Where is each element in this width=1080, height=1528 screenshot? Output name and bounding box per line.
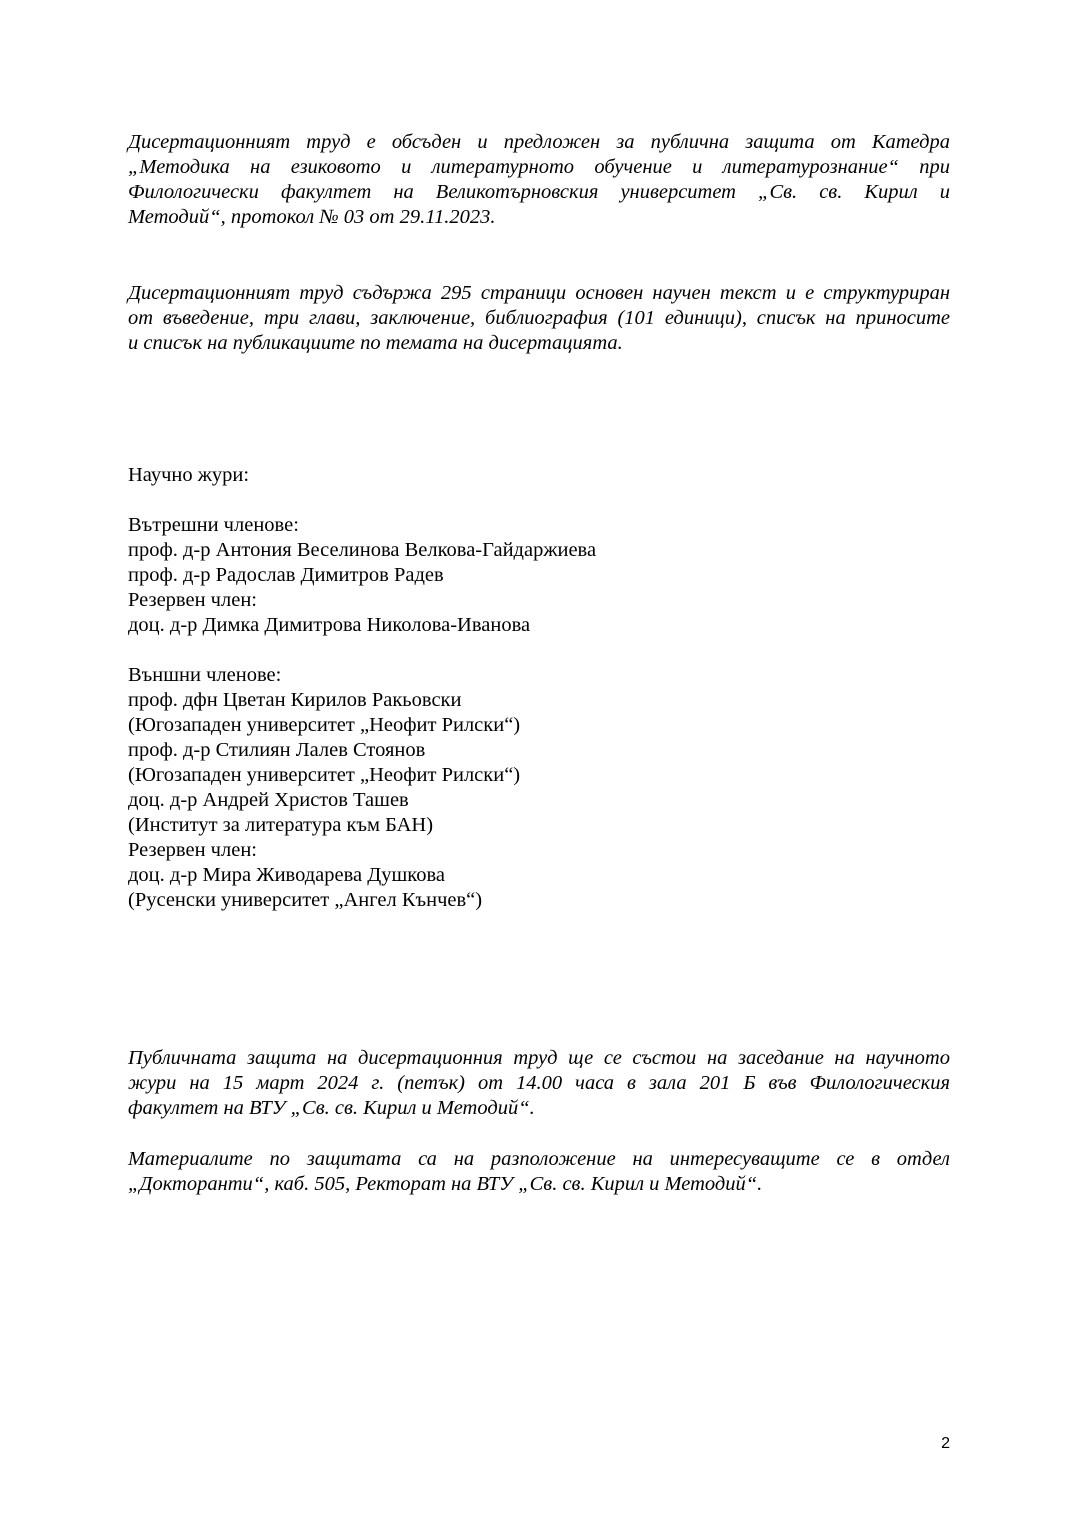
jury-affiliation: (Русенски университет „Ангел Кънчев“): [128, 889, 483, 911]
paragraph-line: „Докторанти“, каб. 505, Ректорат на ВТУ „Св. св. Кирил и Методий“.: [128, 1173, 763, 1195]
paragraph-materials: [128, 1147, 950, 1197]
paragraph-line: факултет на ВТУ „Св. св. Кирил и Методий“.: [128, 1097, 535, 1119]
internal-members-heading: Вътрешни членове:: [128, 514, 299, 536]
jury-affiliation: (Югозападен университет „Неофит Рилски“): [128, 764, 521, 786]
jury-member: проф. д-р Стилиян Лалев Стоянов: [128, 739, 426, 761]
paragraph-line: Методий“, протокол № 03 от 29.11.2023.: [128, 206, 496, 228]
paragraph-line: Филологически факултет на Великотърновския университет „Св. св. Кирил и: [128, 181, 950, 203]
paragraph-line: жури на 15 март 2024 г. (петък) от 14.00 часа в зала 201 Б във Филологическия: [128, 1072, 950, 1094]
jury-member: доц. д-р Мира Живодарева Душкова: [128, 864, 445, 886]
external-reserve-heading: Резервен член:: [128, 839, 257, 861]
paragraph-committee: [128, 130, 950, 230]
paragraph-line: и списък на публикациите по темата на дисертацията.: [128, 332, 623, 354]
paragraph-defense: [128, 1046, 950, 1121]
jury-member: доц. д-р Димка Димитрова Николова-Иванова: [128, 614, 531, 636]
jury-member: проф. д-р Радослав Димитров Радев: [128, 564, 444, 586]
paragraph-line: Материалите по защитата са на разположение на интересуващите се в отдел: [128, 1148, 950, 1170]
paragraph-line: Публичната защита на дисертационния труд ще се състои на заседание на научното: [128, 1047, 950, 1069]
jury-affiliation: (Институт за литература към БАН): [128, 814, 434, 836]
jury-affiliation: (Югозападен университет „Неофит Рилски“): [128, 714, 521, 736]
paragraph-line: Дисертационният труд съдържа 295 страници основен научен текст и е структуриран: [128, 282, 950, 304]
jury-member: проф. дфн Цветан Кирилов Ракьовски: [128, 689, 462, 711]
jury-member: проф. д-р Антония Веселинова Велкова-Гайдаржиева: [128, 539, 597, 561]
internal-reserve-heading: Резервен член:: [128, 589, 257, 611]
paragraph-line: Дисертационният труд е обсъден и предложен за публична защита от Катедра: [128, 131, 950, 153]
jury-member: доц. д-р Андрей Христов Ташев: [128, 789, 409, 811]
jury-section: [128, 463, 950, 913]
paragraph-line: „Методика на езиковото и литературното обучение и литературознание“ при: [128, 156, 950, 178]
external-members-heading: Външни членове:: [128, 664, 282, 686]
jury-heading: Научно жури:: [128, 464, 250, 486]
paragraph-line: от въведение, три глави, заключение, библиография (101 единици), списък на приносите: [128, 307, 950, 329]
page-number: 2: [941, 1435, 950, 1452]
paragraph-structure: [128, 281, 950, 356]
